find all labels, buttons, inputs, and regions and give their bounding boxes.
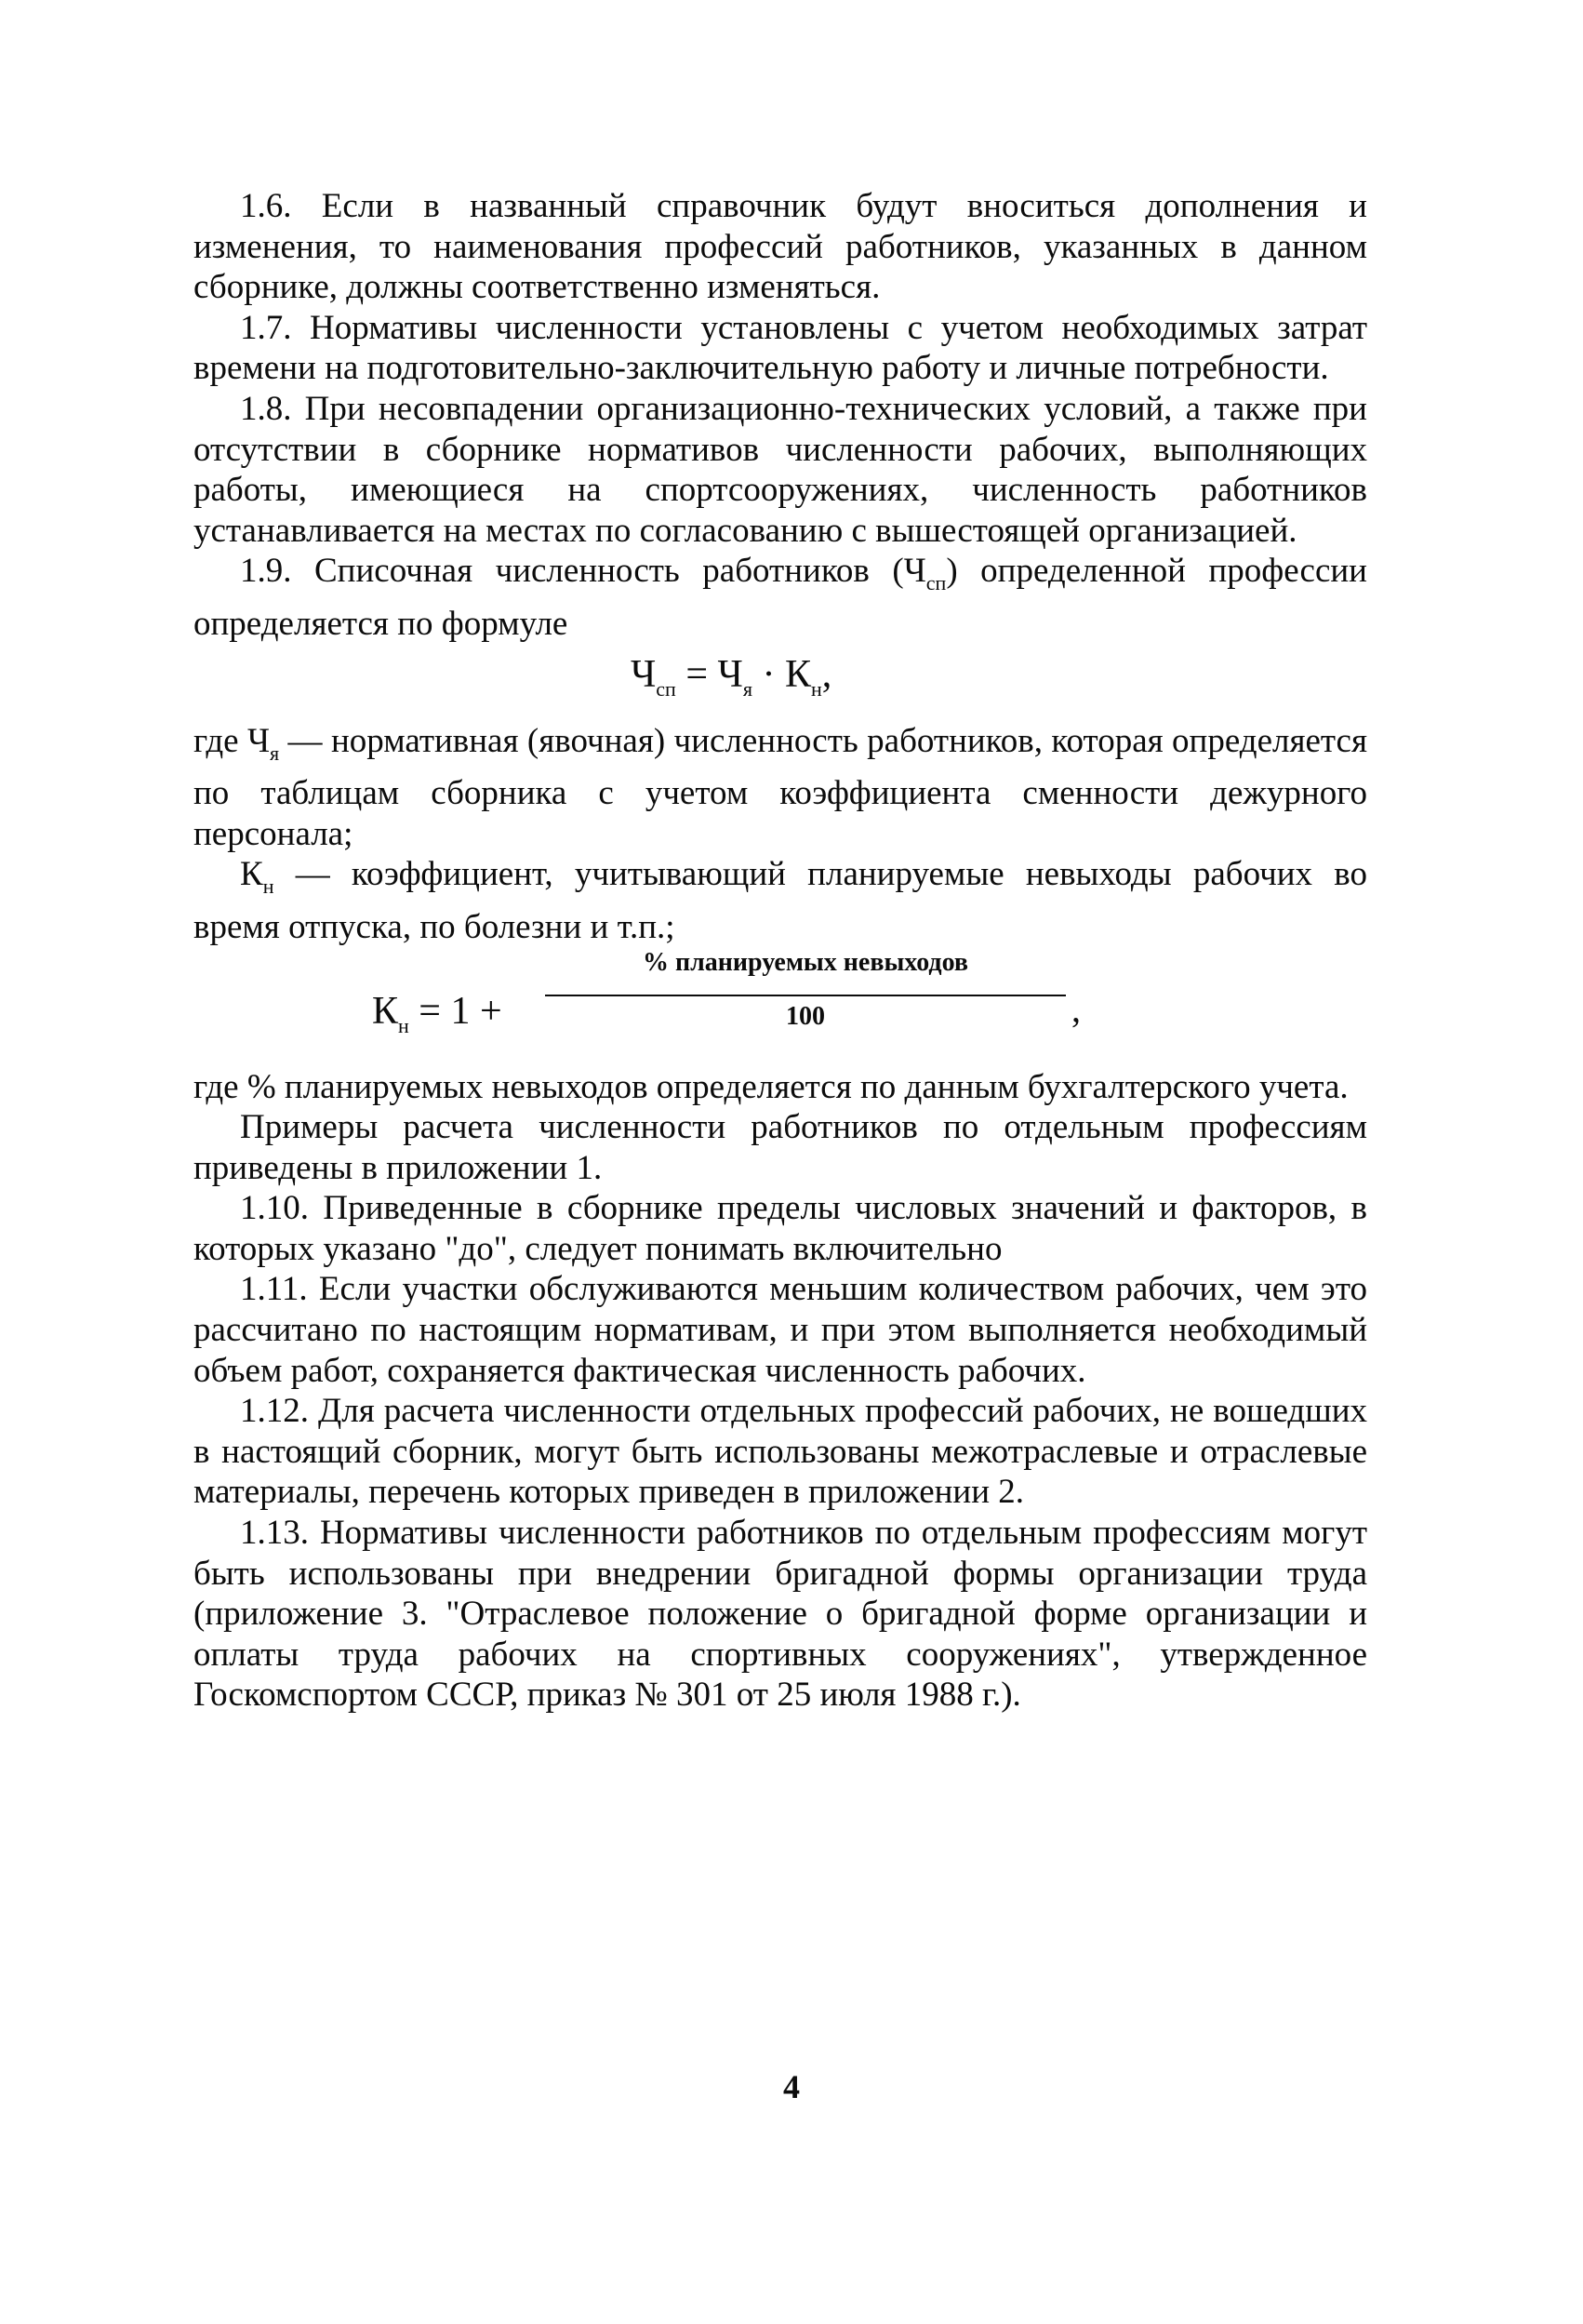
formula-fraction-bar — [545, 995, 1066, 996]
page-number: 4 — [783, 2068, 800, 2105]
paragraph-1-13: 1.13. Нормативы численности работников по отдельным профессиям могут быть использованы при внедрении бригадной формы организации труда (приложение 3. "Отраслевое положение о бригадной форме организации и оплаты труда рабочих на спортивных сооружениях", утвержденное Госкомспортом СССР, приказ № 301 от 25 июля 1988 г.). — [193, 1514, 1367, 1715]
paragraph-1-11: 1.11. Если участки обслуживаются меньшим количеством рабочих, чем это рассчитано по настоящим нормативам, и при этом выполняется необходимый объем работ, сохраняется фактическая численность рабочих. — [193, 1270, 1367, 1390]
formula-staff-count — [193, 645, 1367, 721]
paragraph-absence-note: где % планируемых невыходов определяется по данным бухгалтерского учета. — [193, 1067, 1349, 1106]
paragraph-1-7: 1.7. Нормативы численности установлены с учетом необходимых затрат времени на подготовительно-заключительную работу и личные потребности. — [193, 308, 1367, 388]
paragraph-1-9 — [193, 551, 1367, 644]
paragraph-1-9-subscript: сп — [925, 571, 947, 595]
document-page — [193, 186, 1367, 1716]
formula-coefficient — [193, 948, 1367, 1067]
formula-staff-count-expression: $Ч_{сп} = Ч_я \cdot К_н$, — [631, 652, 832, 701]
paragraph-1-12: 1.12. Для расчета численности отдельных профессий рабочих, не вошедших в настоящий сборник, могут быть использованы межотраслевые и отраслевые материалы, перечень которых приведен в приложении 2. — [193, 1392, 1367, 1512]
paragraph-1-9-text-a: 1.9. Списочная численность работников (Ч — [240, 552, 926, 591]
formula-coefficient-denominator: 100 — [786, 1001, 825, 1031]
formula-coefficient-comma: , — [1071, 987, 1081, 1030]
definition-normative-count: где $Ч_я$ — нормативная (явочная) численность работников, которая определяется по таблицам сборника с учетом коэффициента сменности дежурного персонала; — [193, 721, 1367, 853]
paragraph-examples: Примеры расчета численности работников по отдельным профессиям приведены в приложении 1. — [193, 1108, 1367, 1187]
formula-coefficient-lhs: $К_н = 1$ + — [372, 989, 502, 1037]
paragraph-1-9-text-b: ) определенной профессии определяется по формуле — [193, 552, 1367, 643]
definition-coefficient: $К_н$ — коэффициент, учитывающий планируемые невыходы рабочих во время отпуска, по болезни и т.п.; — [193, 855, 1367, 946]
paragraph-1-8: 1.8. При несовпадении организационно-технических условий, а также при отсутствии в сборнике нормативов численности рабочих, выполняющих работы, имеющиеся на спортсооружениях, численность работников устанавливается на местах по согласованию с вышестоящей организацией. — [193, 389, 1367, 550]
paragraph-1-10: 1.10. Приведенные в сборнике пределы числовых значений и факторов, в которых указано "до", следует понимать включительно — [193, 1189, 1367, 1268]
formula-coefficient-numerator: % планируемых невыходов — [642, 947, 969, 977]
paragraph-1-6: 1.6. Если в названный справочник будут вноситься дополнения и изменения, то наименования профессий работников, указанных в данном сборнике, должны соответственно изменяться. — [193, 187, 1367, 307]
